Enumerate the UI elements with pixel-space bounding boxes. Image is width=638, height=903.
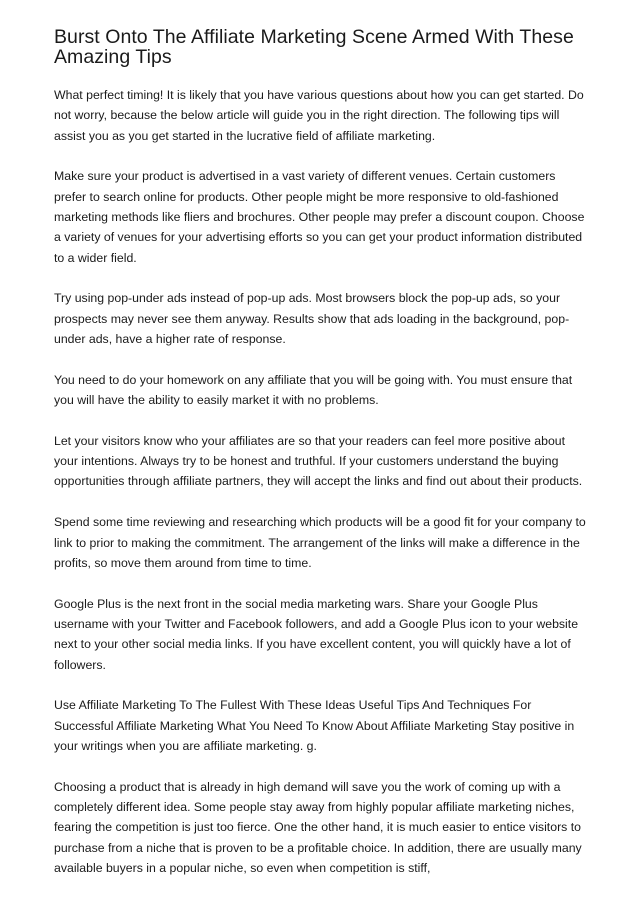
document-page <box>54 27 589 899</box>
paragraph: You need to do your homework on any affiliate that you will be going with. You must ensure that you will have the ability to easily market it with no problems. <box>54 372 573 408</box>
paragraph: Use Affiliate Marketing To The Fullest With These Ideas Useful Tips And Techniques For Successful Affiliate Marketing What You Need To Know About Affiliate Marketing Stay positive in your writings when you are affiliate marketing. g. <box>54 698 575 753</box>
document-title: Burst Onto The Affiliate Marketing Scene Armed With These Amazing Tips <box>54 26 574 68</box>
paragraph: What perfect timing! It is likely that you have various questions about how you can get started. Do not worry, because the below article will guide you in the right direction. The following tips will assist you as you get started in the lucrative field of affiliate marketing. <box>54 88 584 143</box>
paragraph: Try using pop-under ads instead of pop-up ads. Most browsers block the pop-up ads, so your prospects may never see them anyway. Results show that ads loading in the background, pop-under ads, have a higher rate of response. <box>54 291 570 346</box>
paragraph: Google Plus is the next front in the social media marketing wars. Share your Google Plus username with your Twitter and Facebook followers, and add a Google Plus icon to your website next to your other social media links. If you have excellent content, you will quickly have a lot of followers. <box>54 596 579 672</box>
paragraph: Choosing a product that is already in high demand will save you the work of coming up with a completely different idea. Some people stay away from highly popular affiliate marketing niches, fearing the competition is just too fierce. One the other hand, it is much easier to entice visitors to purchase from a niche that is proven to be a profitable choice. In addition, there are usually many available buyers in a popular niche, so even when competition is stiff, <box>54 779 582 875</box>
paragraph: Let your visitors know who your affiliates are so that your readers can feel more positive about your intentions. Always try to be honest and truthful. If your customers understand the buying opportunities through affiliate partners, they will accept the links and find out about their products. <box>54 433 583 489</box>
paragraph: Spend some time reviewing and researching which products will be a good fit for your company to link to prior to making the commitment. The arrangement of the links will make a difference in the profits, so move them around from time to time. <box>54 515 586 570</box>
paragraph: Make sure your product is advertised in a vast variety of different venues. Certain customers prefer to search online for products. Other people might be more responsive to old-fashioned marketing methods like fliers and brochures. Other people may prefer a discount coupon. Choose a variety of venues for your advertising efforts so you can get your product information distributed to a wider field. <box>54 169 585 265</box>
